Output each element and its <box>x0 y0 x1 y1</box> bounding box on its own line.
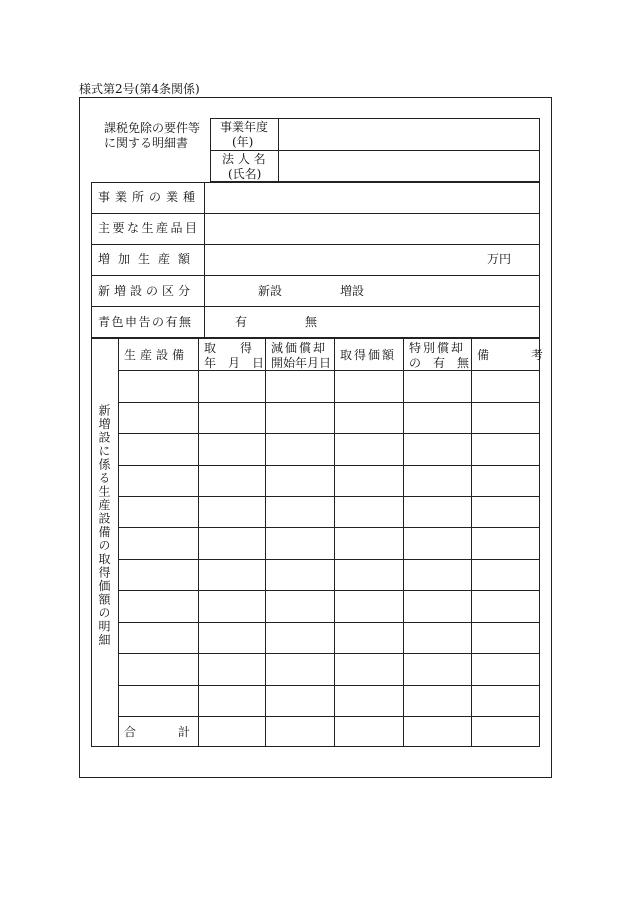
header-acq-price: 取得価額 <box>340 348 397 362</box>
header-special-depr-line2: の 有 無 <box>409 356 470 370</box>
production-increase-unit: 万円 <box>487 252 512 266</box>
header-equipment: 生産設備 <box>124 348 189 362</box>
new-expansion-division-label: 新増設の区分 <box>98 284 195 298</box>
form-caption: 様式第2号(第4条関係) <box>79 82 200 96</box>
row-divider-3 <box>91 275 540 276</box>
form-title-line1: 課税免除の要件等 <box>104 121 201 135</box>
fiscal-year-label-sub: (年) <box>232 135 254 149</box>
equipment-detail-entry-area[interactable] <box>119 371 539 716</box>
new-option[interactable]: 新設 <box>258 284 283 298</box>
production-increase-label: 増加生産額 <box>98 252 199 266</box>
header-depr-start-line2: 開始年月日 <box>271 356 332 370</box>
header-special-depr-line1: 特別償却 <box>409 341 466 355</box>
corp-name-field[interactable] <box>279 151 539 181</box>
header-acq-date-line1: 取 得 <box>204 341 253 355</box>
expansion-option[interactable]: 増設 <box>340 284 365 298</box>
fiscal-year-field[interactable] <box>279 119 539 150</box>
business-type-field[interactable] <box>205 183 539 213</box>
total-label: 合 計 <box>124 725 197 739</box>
total-row-fields[interactable] <box>199 717 539 746</box>
header-remarks: 備 考 <box>477 348 550 362</box>
header-acq-date-line2: 年 月 日 <box>204 356 265 370</box>
corp-name-label: 法 人 名 <box>222 152 266 166</box>
fiscal-year-label: 事業年度 <box>220 120 269 134</box>
business-type-label: 事業所の業種 <box>98 190 201 204</box>
yes-option[interactable]: 有 <box>235 315 248 329</box>
main-products-field[interactable] <box>205 214 539 244</box>
row-divider-4 <box>91 306 540 307</box>
blue-return-label: 青色申告の有無 <box>98 315 193 329</box>
form-title-line2: に関する明細書 <box>104 136 189 150</box>
header-depr-start-line1: 減価償却 <box>271 341 328 355</box>
no-option[interactable]: 無 <box>305 315 318 329</box>
detail-side-label: 新増設に係る生産設備の取得価額の明細 <box>97 404 111 647</box>
main-products-label: 主要な生産品目 <box>98 221 200 235</box>
corp-name-label-sub: (氏名) <box>228 167 262 181</box>
